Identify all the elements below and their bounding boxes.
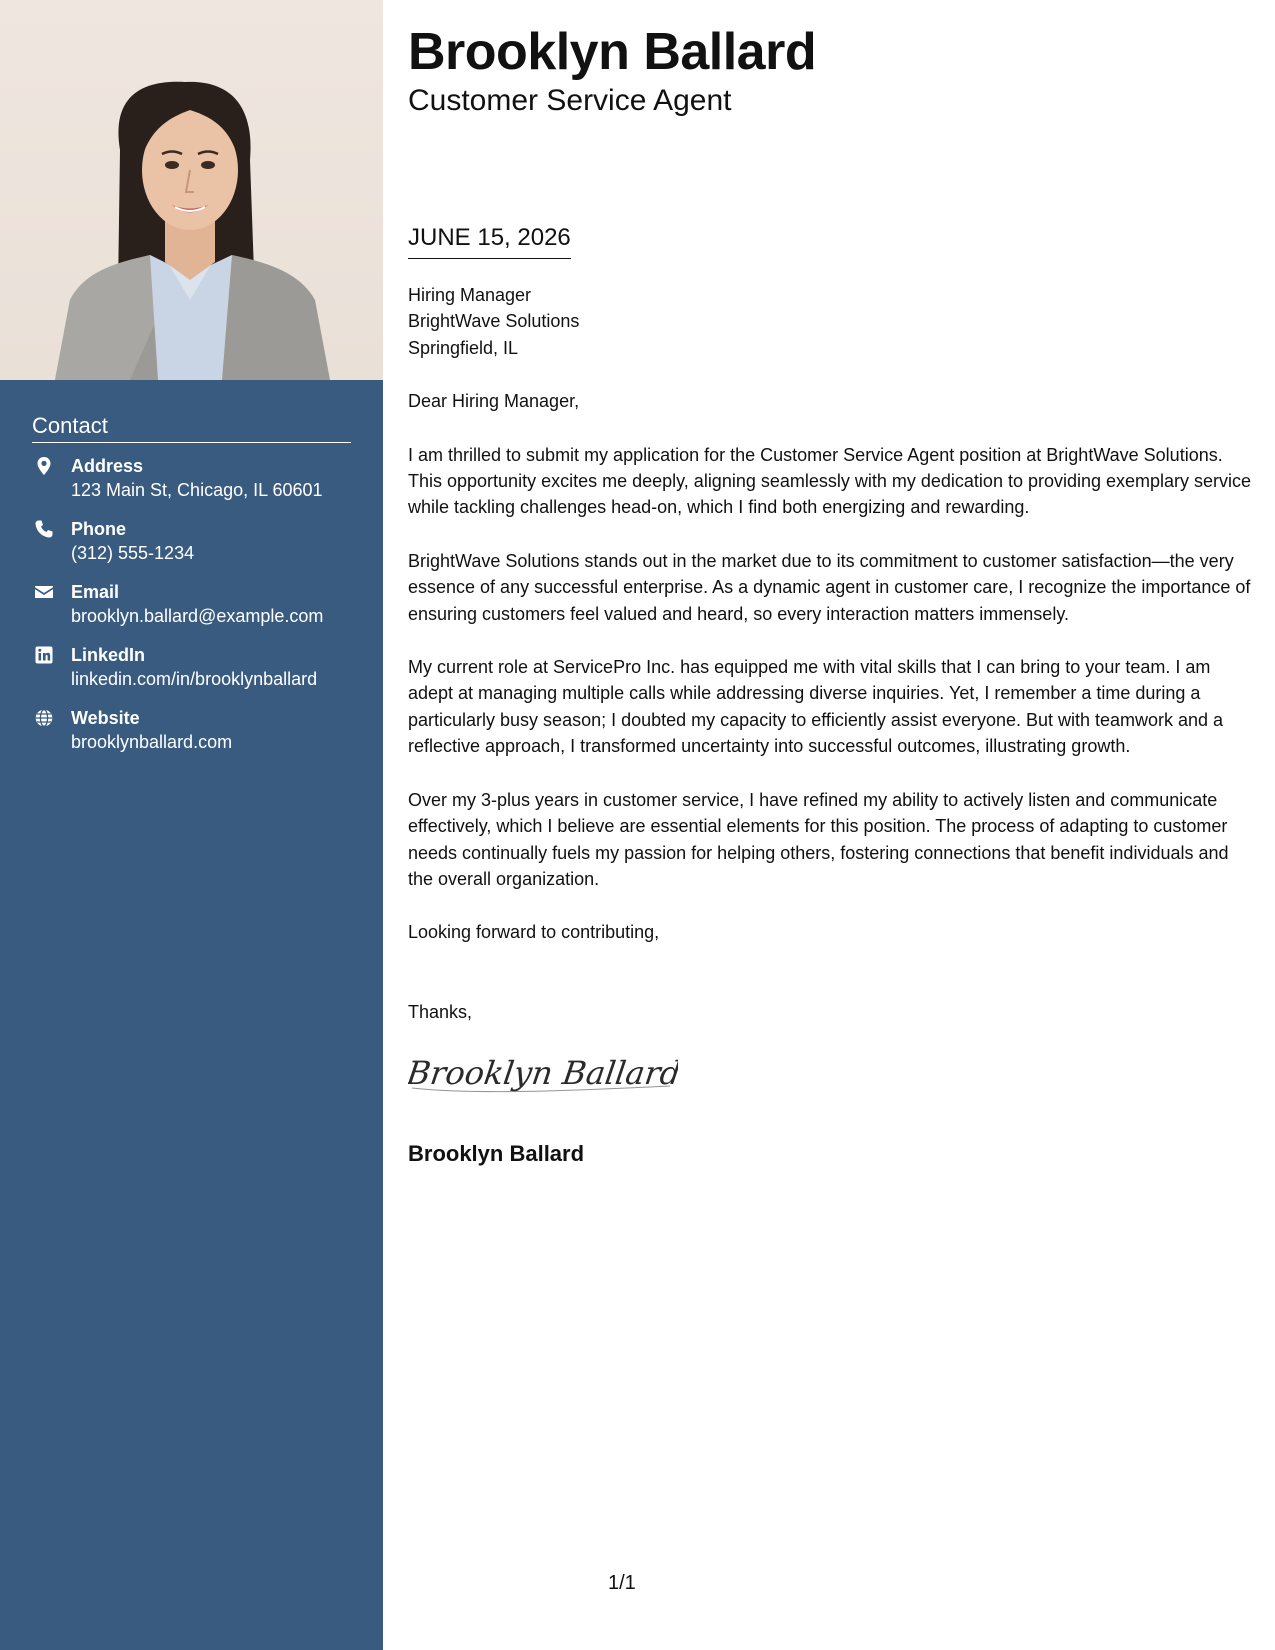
applicant-role: Customer Service Agent	[408, 84, 732, 117]
contact-item-website	[32, 707, 351, 770]
letter-date: JUNE 15, 2026	[408, 224, 571, 259]
contact-label: Website	[71, 708, 140, 728]
salutation: Dear Hiring Manager,	[408, 391, 580, 412]
contact-label: Phone	[71, 519, 127, 539]
linkedin-icon	[34, 645, 54, 665]
globe-icon	[34, 708, 54, 728]
recipient-line: BrightWave Solutions	[408, 311, 580, 332]
contact-item-phone	[32, 518, 351, 581]
contact-item-linkedin	[32, 644, 351, 707]
address-value: 123 Main St, Chicago, IL 60601	[71, 480, 323, 500]
linkedin-value[interactable]: linkedin.com/in/brooklynballard	[71, 669, 318, 689]
recipient-block	[408, 282, 1253, 361]
phone-value[interactable]: (312) 555-1234	[71, 543, 195, 563]
paragraph: BrightWave Solutions stands out in the market due to its commitment to customer satisfaction—the very essence of any successful enterprise. As a dynamic agent in customer care, I recognize the importance of ensuring customers feel valued and heard, so every interaction matters immensely.	[408, 550, 1251, 624]
signoff: Thanks,	[408, 1001, 473, 1022]
contact-section	[32, 413, 351, 770]
contact-label: LinkedIn	[71, 645, 146, 665]
recipient-line: Springfield, IL	[408, 337, 519, 358]
envelope-icon	[34, 582, 54, 602]
contact-title: Contact	[32, 413, 351, 443]
signed-name: Brooklyn Ballard	[408, 1141, 585, 1166]
paragraph: I am thrilled to submit my application for the Customer Service Agent position at BrightWave Solutions. This opportunity excites me deeply, aligning seamlessly with my dedication to providing exemplary service while tackling challenges head-on, which I find both energizing and rewarding.	[408, 444, 1252, 518]
contact-item-address	[32, 455, 351, 518]
paragraph: My current role at ServicePro Inc. has equipped me with vital skills that I can bring to your team. I am adept at managing multiple calls while addressing diverse inquiries. Yet, I remember a time during a particularly busy season; I doubted my capacity to efficiently assist everyone. But with teamwork and a reflective approach, I transformed uncertainty into successful outcomes, illustrating growth.	[408, 657, 1224, 757]
website-value[interactable]: brooklynballard.com	[71, 732, 233, 752]
handwritten-signature	[408, 1052, 678, 1103]
portrait-illustration	[0, 0, 383, 380]
recipient-line: Hiring Manager	[408, 285, 532, 305]
closing-line: Looking forward to contributing,	[408, 922, 660, 943]
applicant-name: Brooklyn Ballard	[408, 23, 817, 81]
map-pin-icon	[34, 456, 54, 476]
contact-item-email	[32, 581, 351, 644]
profile-photo	[0, 0, 383, 380]
letter-body	[408, 282, 1253, 1025]
signature-script: Brooklyn Ballard	[408, 1054, 678, 1092]
email-value[interactable]: brooklyn.ballard@example.com	[71, 606, 324, 626]
contact-label: Email	[71, 582, 120, 602]
page-number: 1/1	[608, 1572, 636, 1594]
phone-icon	[34, 519, 54, 539]
contact-label: Address	[71, 456, 144, 476]
paragraph: Over my 3-plus years in customer service, I have refined my ability to actively listen and communicate effectively, which I believe are essential elements for this position. The process of adapting to customer needs continually fuels my passion for helping others, fostering connections that benefit individuals and the overall organization.	[408, 789, 1229, 889]
sidebar	[0, 0, 383, 1650]
